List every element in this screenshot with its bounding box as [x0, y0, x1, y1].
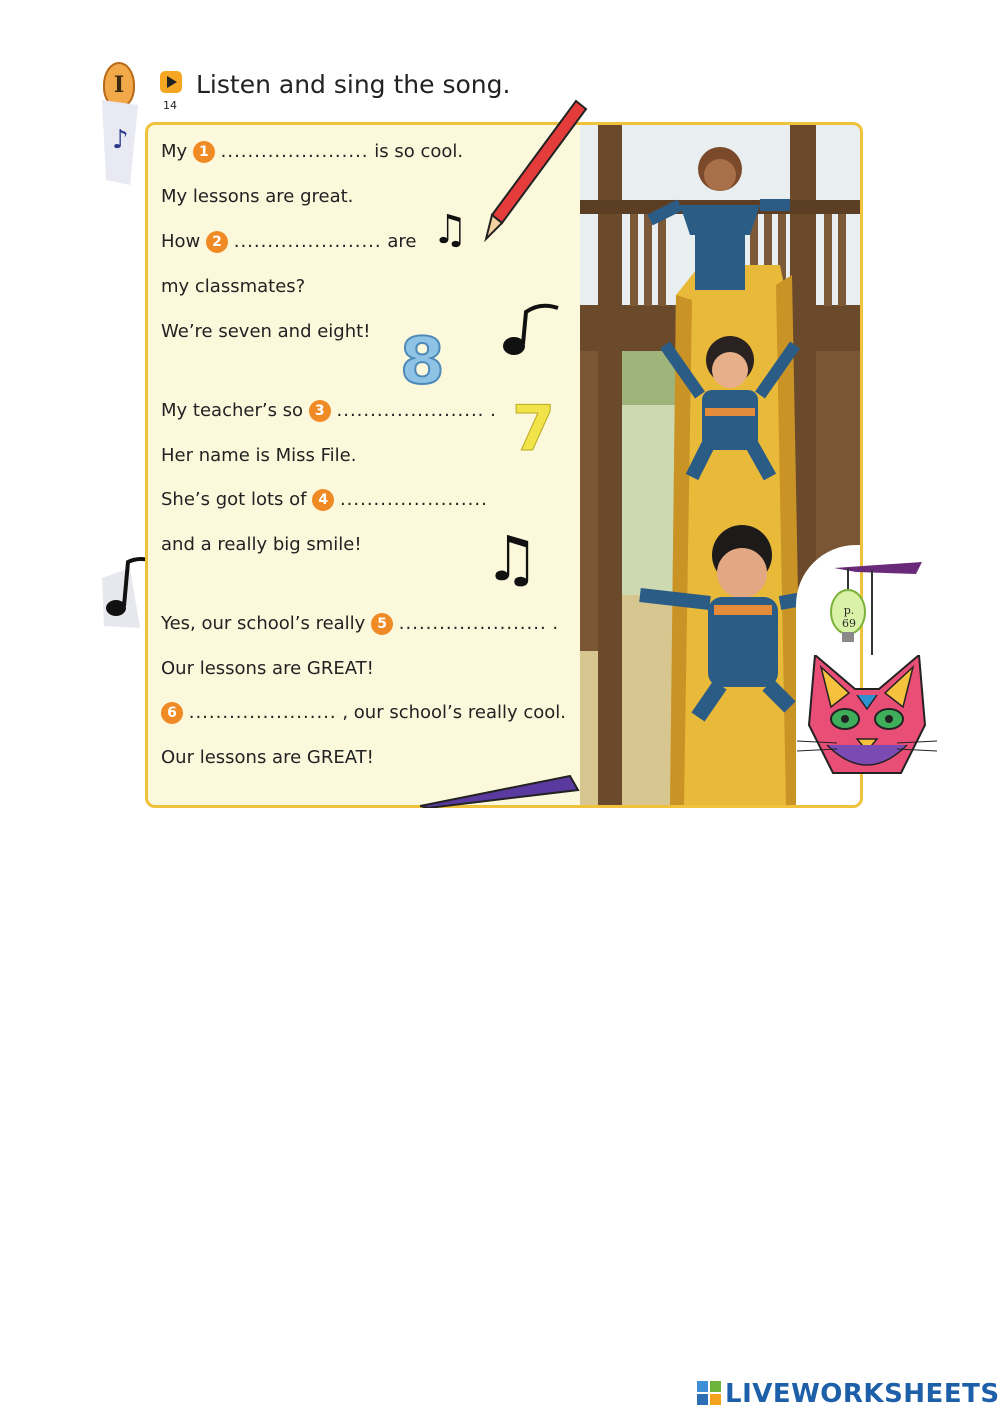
song-line — [161, 613, 558, 635]
blank-number-badge: 2 — [206, 231, 228, 253]
blank-number-badge: 4 — [312, 489, 334, 511]
blank-number-badge: 5 — [371, 613, 393, 635]
answer-blank[interactable]: ...................... — [336, 400, 485, 421]
song-line — [161, 400, 496, 422]
answer-blank[interactable]: ...................... — [233, 231, 382, 252]
song-line-text: . — [484, 400, 496, 421]
brand-footer[interactable]: LIVEWORKSHEETS — [725, 1379, 1000, 1409]
song-line: Her name is Miss File. — [161, 445, 357, 466]
audio-play-icon[interactable] — [160, 71, 182, 93]
song-line — [161, 141, 463, 163]
note-strip-icon — [100, 100, 140, 185]
song-line-text: My teacher’s so — [161, 400, 309, 421]
section-badge: I — [103, 62, 135, 108]
song-line — [161, 231, 416, 253]
answer-blank[interactable]: ...................... — [398, 613, 547, 634]
answer-blank[interactable]: ...................... — [339, 489, 488, 510]
song-line-text: My — [161, 141, 193, 162]
page-title: Listen and sing the song. — [196, 70, 511, 99]
song-line-text: , our school’s really cool. — [336, 702, 566, 723]
answer-blank[interactable]: ...................... — [220, 141, 369, 162]
song-line: Our lessons are GREAT! — [161, 747, 374, 768]
track-number: 14 — [163, 99, 177, 112]
blank-number-badge: 3 — [309, 400, 331, 422]
liveworksheets-logo-icon — [697, 1381, 721, 1405]
red-pencil-icon — [480, 95, 590, 245]
song-line: My lessons are great. — [161, 186, 354, 207]
song-line: and a really big smile! — [161, 534, 362, 555]
music-note-icon: ♫ — [432, 207, 468, 253]
blank-number-badge: 6 — [161, 702, 183, 724]
song-line: We’re seven and eight! — [161, 321, 371, 342]
song-line-text: She’s got lots of — [161, 489, 313, 510]
song-line — [161, 489, 488, 511]
music-note-icon — [500, 300, 562, 362]
blank-number-badge: 1 — [193, 141, 215, 163]
digit-seven: 7 — [512, 392, 556, 465]
mandala-cat-icon — [797, 655, 937, 785]
song-line-text: . — [546, 613, 559, 634]
song-line-text: are — [381, 231, 417, 252]
song-line — [161, 702, 566, 724]
song-line-text: How — [161, 231, 206, 252]
music-note-icon: ♫ — [484, 522, 540, 595]
bulb-page-ref: p. 69 — [842, 604, 856, 630]
svg-text:♪: ♪ — [112, 125, 129, 155]
song-line-text: is so cool. — [368, 141, 464, 162]
song-line: my classmates? — [161, 276, 306, 297]
digit-eight: 8 — [400, 325, 445, 399]
song-line-text: Yes, our school’s really — [161, 613, 372, 634]
answer-blank[interactable]: ...................... — [188, 702, 337, 723]
song-line: Our lessons are GREAT! — [161, 658, 374, 679]
purple-pencil-icon — [420, 766, 580, 808]
